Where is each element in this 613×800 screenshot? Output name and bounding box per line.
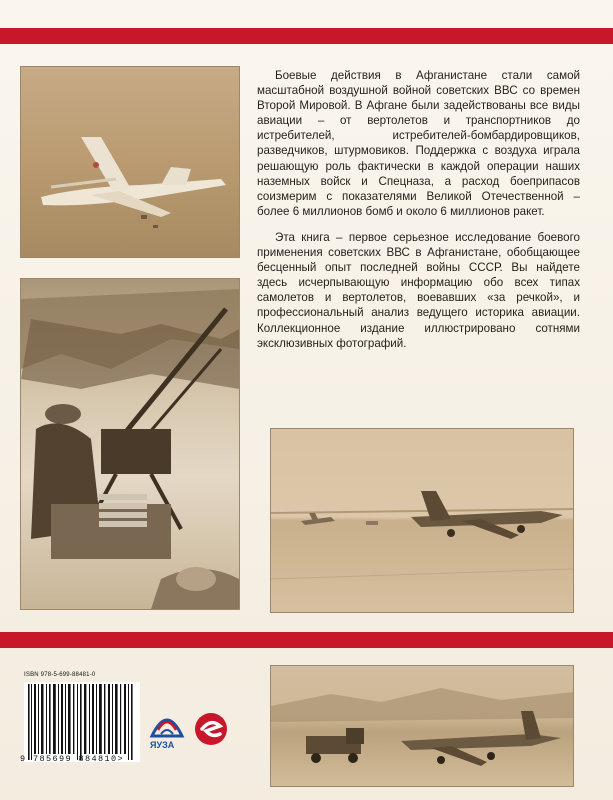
- yauza-logo-icon: [148, 706, 186, 742]
- photo-anti-aircraft-gun: [20, 278, 240, 610]
- airfield-truck-illustration: [271, 666, 573, 786]
- gun-position-illustration: [21, 279, 239, 609]
- bottom-red-stripe: [0, 632, 613, 648]
- barcode-icon: [24, 682, 140, 762]
- yauza-publisher-logo: [148, 706, 186, 752]
- barcode-digits: 9 785699 884810>: [20, 754, 125, 764]
- paragraph-1: Боевые действия в Афганистане стали самой масштабной воздушной войной советских ВВС со времен Второй Мировой. В Афгане были задействованы все виды авиации – от вертолетов и транспортников до истребителей, истребителей-бомбардировщиков, разведчиков, штурмовиков. Поддержка с воздуха играла решающую роль фактически в каждой операции наших наземных войск и Спецназа, а расход боеприпасов соизмерим с показателями Великой Отечественной – более 6 миллионов бомб и около 6 миллионов ракет.: [257, 69, 580, 218]
- top-red-stripe: [0, 28, 613, 44]
- photo-jet-on-airfield: [270, 428, 574, 613]
- bomber-jet-illustration: [21, 67, 239, 257]
- yauza-logo-text: ЯУЗА: [150, 740, 175, 750]
- eksmo-publisher-logo: [192, 710, 230, 748]
- barcode-block: [20, 672, 146, 782]
- airfield-jet-illustration: [271, 429, 573, 612]
- paragraph-2: Эта книга – первое серьезное исследование боевого применения советских ВВС в Афганистане, обобщающее бесценный опыт последней войны СССР. Вы найдете здесь исчерпывающую информацию обо всех типах самолетов и вертолетов, воевавших «за речкой», и профессиональный анализ ведущего историка авиации. Коллекционное издание иллюстрировано сотнями эксклюзивных фотографий.: [257, 230, 580, 350]
- photo-bomber-in-flight: [20, 66, 240, 258]
- description-text: [257, 68, 580, 351]
- eksmo-logo-icon: [192, 710, 230, 748]
- isbn-label: ISBN 978-5-699-88481-0: [24, 672, 96, 678]
- photo-airfield-with-truck: [270, 665, 574, 787]
